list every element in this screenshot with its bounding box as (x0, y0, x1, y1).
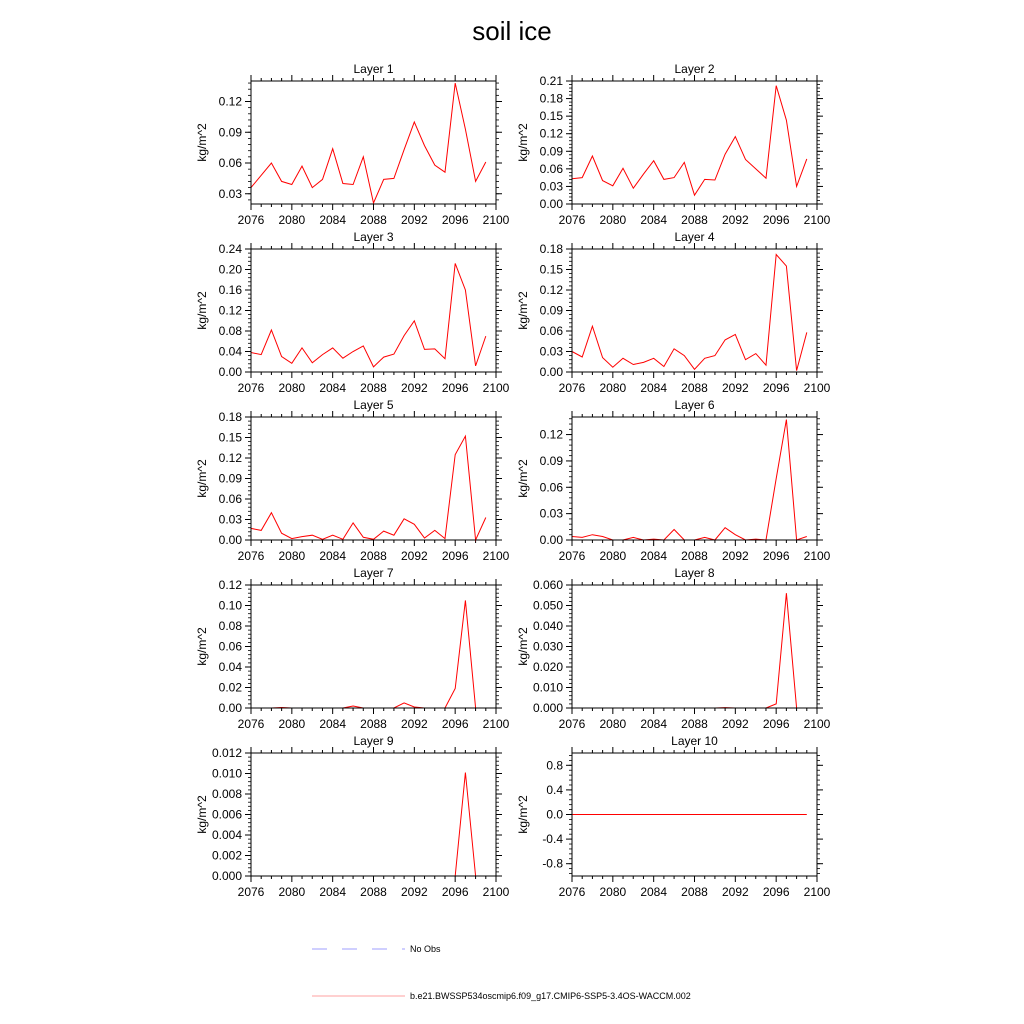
y-tick-label: 0.00 (218, 365, 242, 379)
x-tick-label: 2100 (482, 885, 510, 899)
x-tick-label: 2088 (681, 213, 708, 227)
y-tick-label: -0.4 (542, 832, 563, 847)
x-tick-label: 2096 (441, 549, 469, 563)
x-tick-label: 2080 (599, 549, 627, 563)
y-tick-label: 0.020 (532, 660, 563, 674)
y-tick-label: 0.10 (218, 598, 242, 613)
y-tick-label: 0.00 (218, 533, 242, 547)
plot-frame (572, 417, 817, 540)
x-tick-label: 2092 (400, 381, 428, 395)
plot-frame (251, 585, 496, 708)
y-tick-label: 0.0 (546, 807, 563, 822)
chart-title: soil ice (472, 16, 552, 46)
y-axis-label: kg/m^2 (516, 795, 530, 834)
x-tick-label: 2076 (237, 213, 265, 227)
y-tick-label: 0.06 (539, 480, 563, 495)
y-tick-label: 0.12 (218, 451, 242, 465)
y-tick-label: 0.12 (218, 303, 242, 318)
y-axis-label: kg/m^2 (516, 627, 530, 666)
series-line (251, 773, 486, 877)
y-tick-label: 0.18 (218, 410, 242, 424)
y-tick-label: 0.00 (539, 197, 563, 211)
panel-title: Layer 4 (674, 230, 715, 244)
y-tick-label: 0.12 (218, 578, 242, 592)
x-tick-label: 2080 (278, 549, 306, 563)
y-axis-label: kg/m^2 (516, 291, 530, 330)
x-tick-label: 2084 (640, 381, 668, 395)
x-tick-label: 2080 (278, 717, 306, 731)
x-tick-label: 2092 (721, 885, 749, 899)
y-tick-label: 0.00 (539, 365, 563, 379)
y-tick-label: 0.21 (539, 74, 563, 88)
x-tick-label: 2092 (400, 885, 428, 899)
x-tick-label: 2100 (482, 717, 510, 731)
x-tick-label: 2076 (237, 717, 265, 731)
y-tick-label: 0.18 (539, 91, 563, 106)
y-tick-label: 0.008 (211, 787, 242, 801)
x-tick-label: 2080 (599, 213, 627, 227)
x-tick-label: 2084 (319, 885, 347, 899)
y-tick-label: 0.09 (539, 144, 563, 159)
panel-5 (195, 398, 510, 563)
x-tick-label: 2076 (558, 717, 586, 731)
x-tick-label: 2096 (762, 213, 790, 227)
y-tick-label: 0.03 (218, 512, 242, 527)
y-tick-label: 0.08 (218, 619, 242, 633)
x-tick-label: 2084 (640, 213, 668, 227)
x-tick-label: 2076 (558, 885, 586, 899)
panel-6 (516, 398, 831, 563)
x-tick-label: 2080 (599, 717, 627, 731)
x-tick-label: 2096 (762, 717, 790, 731)
y-axis-label: kg/m^2 (516, 123, 530, 162)
y-tick-label: 0.00 (218, 701, 242, 715)
x-tick-label: 2088 (360, 213, 387, 227)
y-axis-label: kg/m^2 (516, 459, 530, 498)
plot-frame (251, 417, 496, 540)
x-tick-label: 2088 (681, 549, 708, 563)
y-tick-label: 0.06 (218, 492, 242, 506)
y-tick-label: 0.000 (211, 869, 242, 883)
x-tick-label: 2092 (721, 549, 749, 563)
y-tick-label: 0.02 (218, 680, 242, 695)
y-tick-label: 0.00 (539, 533, 563, 547)
panel-3 (195, 230, 510, 395)
y-tick-label: 0.09 (218, 125, 242, 140)
x-tick-label: 2076 (558, 381, 586, 395)
panel-title: Layer 1 (353, 62, 394, 76)
y-tick-label: 0.8 (546, 758, 563, 773)
series-line (251, 83, 486, 203)
y-tick-label: 0.010 (532, 680, 563, 695)
x-tick-label: 2080 (278, 213, 306, 227)
y-tick-label: -0.8 (542, 856, 563, 871)
y-tick-label: 0.12 (539, 283, 563, 297)
y-tick-label: 0.050 (532, 598, 563, 613)
panel-7 (195, 566, 510, 731)
y-tick-label: 0.12 (539, 427, 563, 442)
x-tick-label: 2076 (237, 885, 265, 899)
x-tick-label: 2088 (360, 885, 387, 899)
legend-label-model: b.e21.BWSSP534oscmip6.f09_g17.CMIP6-SSP5-3.4OS-WACCM.002 (410, 991, 691, 1001)
y-tick-label: 0.002 (211, 848, 242, 863)
y-tick-label: 0.010 (211, 766, 242, 781)
y-axis-label: kg/m^2 (195, 459, 209, 498)
y-tick-label: 0.04 (218, 660, 242, 674)
y-tick-label: 0.09 (539, 303, 563, 318)
y-tick-label: 0.040 (532, 619, 563, 633)
y-tick-label: 0.24 (218, 242, 242, 256)
panel-title: Layer 9 (353, 734, 394, 748)
series-line (572, 420, 807, 540)
x-tick-label: 2092 (400, 213, 428, 227)
x-tick-label: 2080 (599, 885, 627, 899)
x-tick-label: 2092 (721, 717, 749, 731)
legend (312, 949, 405, 996)
x-tick-label: 2076 (237, 549, 265, 563)
y-tick-label: 0.06 (218, 639, 242, 654)
x-tick-label: 2100 (803, 213, 831, 227)
plot-frame (572, 585, 817, 708)
x-tick-label: 2100 (803, 549, 831, 563)
x-tick-label: 2096 (441, 381, 469, 395)
x-tick-label: 2080 (278, 885, 306, 899)
y-tick-label: 0.06 (539, 324, 563, 338)
x-tick-label: 2092 (721, 381, 749, 395)
panel-title: Layer 2 (674, 62, 715, 76)
plot-frame (572, 249, 817, 372)
x-tick-label: 2088 (360, 549, 387, 563)
y-tick-label: 0.4 (546, 782, 563, 797)
x-tick-label: 2096 (762, 381, 790, 395)
y-tick-label: 0.09 (218, 471, 242, 486)
series-line (251, 600, 486, 708)
y-tick-label: 0.006 (211, 807, 242, 822)
x-tick-label: 2084 (319, 381, 347, 395)
x-tick-label: 2076 (237, 381, 265, 395)
series-line (572, 255, 807, 371)
x-tick-label: 2084 (319, 549, 347, 563)
panel-title: Layer 5 (353, 398, 394, 412)
x-tick-label: 2076 (558, 213, 586, 227)
x-tick-label: 2092 (721, 213, 749, 227)
x-tick-label: 2076 (558, 549, 586, 563)
x-tick-label: 2100 (803, 885, 831, 899)
x-tick-label: 2092 (400, 717, 428, 731)
y-axis-label: kg/m^2 (195, 291, 209, 330)
panel-10 (516, 734, 831, 899)
y-tick-label: 0.06 (539, 161, 563, 176)
panel-4 (516, 230, 831, 395)
y-tick-label: 0.03 (539, 506, 563, 521)
y-axis-label: kg/m^2 (195, 627, 209, 666)
panel-1 (195, 62, 510, 227)
y-tick-label: 0.04 (218, 344, 242, 359)
y-tick-label: 0.000 (532, 701, 563, 715)
x-tick-label: 2096 (441, 885, 469, 899)
panel-8 (516, 566, 831, 731)
y-axis-label: kg/m^2 (195, 123, 209, 162)
x-tick-label: 2080 (278, 381, 306, 395)
x-tick-label: 2096 (441, 213, 469, 227)
panel-9 (195, 734, 510, 899)
x-tick-label: 2084 (640, 885, 668, 899)
panel-title: Layer 3 (353, 230, 394, 244)
series-line (572, 86, 807, 196)
y-tick-label: 0.12 (218, 94, 242, 109)
x-tick-label: 2092 (400, 549, 428, 563)
x-tick-label: 2088 (681, 381, 708, 395)
x-tick-label: 2084 (319, 213, 347, 227)
x-tick-label: 2088 (360, 717, 387, 731)
series-line (251, 263, 486, 367)
panel-title: Layer 6 (674, 398, 715, 412)
x-tick-label: 2088 (360, 381, 387, 395)
panel-2 (516, 62, 831, 227)
y-tick-label: 0.15 (218, 430, 242, 445)
y-tick-label: 0.03 (539, 179, 563, 194)
x-tick-label: 2100 (803, 381, 831, 395)
y-tick-label: 0.012 (211, 746, 242, 760)
y-tick-label: 0.06 (218, 156, 242, 170)
y-tick-label: 0.12 (539, 126, 563, 141)
x-tick-label: 2080 (599, 381, 627, 395)
y-tick-label: 0.004 (211, 828, 242, 842)
x-tick-label: 2084 (640, 717, 668, 731)
panel-title: Layer 10 (671, 734, 718, 748)
x-tick-label: 2096 (762, 549, 790, 563)
legend-label-no-obs: No Obs (410, 944, 441, 954)
x-tick-label: 2100 (803, 717, 831, 731)
series-line (572, 593, 807, 708)
y-tick-label: 0.08 (218, 324, 242, 338)
y-tick-label: 0.03 (539, 344, 563, 359)
x-tick-label: 2100 (482, 381, 510, 395)
x-tick-label: 2100 (482, 213, 510, 227)
x-tick-label: 2096 (762, 885, 790, 899)
x-tick-label: 2088 (681, 885, 708, 899)
x-tick-label: 2088 (681, 717, 708, 731)
plot-frame (251, 249, 496, 372)
y-tick-label: 0.15 (539, 262, 563, 277)
y-tick-label: 0.20 (218, 262, 242, 277)
panel-title: Layer 8 (674, 566, 715, 580)
x-tick-label: 2100 (482, 549, 510, 563)
y-tick-label: 0.030 (532, 639, 563, 654)
series-line (251, 436, 486, 540)
y-tick-label: 0.09 (539, 453, 563, 468)
x-tick-label: 2084 (319, 717, 347, 731)
y-tick-label: 0.15 (539, 109, 563, 124)
y-tick-label: 0.03 (218, 186, 242, 201)
panel-title: Layer 7 (353, 566, 394, 580)
x-tick-label: 2084 (640, 549, 668, 563)
y-axis-label: kg/m^2 (195, 795, 209, 834)
y-tick-label: 0.060 (532, 578, 563, 592)
plot-frame (251, 753, 496, 876)
y-tick-label: 0.16 (218, 283, 242, 297)
x-tick-label: 2096 (441, 717, 469, 731)
y-tick-label: 0.18 (539, 242, 563, 256)
